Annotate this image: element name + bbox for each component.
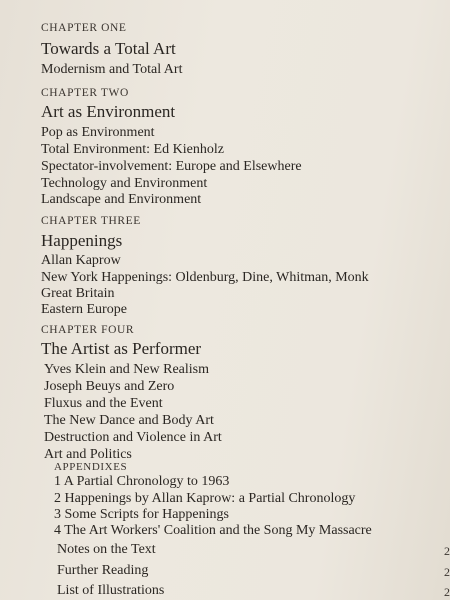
chapter-heading: CHAPTER FOUR — [41, 324, 135, 336]
toc-entry: Destruction and Violence in Art — [44, 430, 222, 445]
toc-entry: Eastern Europe — [41, 302, 127, 317]
toc-entry: Spectator-involvement: Europe and Elsewhere — [41, 159, 302, 174]
toc-entry: New York Happenings: Oldenburg, Dine, Whitman, Monk — [41, 270, 369, 285]
toc-entry: Joseph Beuys and Zero — [44, 379, 175, 394]
chapter-heading: CHAPTER THREE — [41, 215, 141, 227]
chapter-heading: CHAPTER ONE — [41, 22, 127, 34]
toc-entry: Landscape and Environment — [41, 192, 202, 207]
appendix-entry: 2 Happenings by Allan Kaprow: a Partial Chronology — [54, 491, 356, 506]
chapter-title: Happenings — [41, 231, 123, 250]
toc-entry: Technology and Environment — [41, 176, 208, 191]
toc-entry: The New Dance and Body Art — [44, 413, 214, 428]
toc-entry: Yves Klein and New Realism — [44, 362, 210, 377]
back-matter-entry: Further Reading — [57, 563, 149, 578]
toc-entry: Fluxus and the Event — [44, 396, 163, 411]
toc-entry: Great Britain — [41, 286, 115, 301]
toc-entry: Pop as Environment — [41, 125, 155, 140]
toc-entry: Total Environment: Ed Kienholz — [41, 142, 224, 157]
back-matter-entry: Notes on the Text — [57, 542, 156, 557]
appendix-entry: 4 The Art Workers' Coalition and the Song My Massacre — [54, 523, 372, 538]
appendix-entry: 3 Some Scripts for Happenings — [54, 507, 229, 522]
toc-entry: Modernism and Total Art — [41, 62, 183, 77]
toc-entry: Allan Kaprow — [41, 253, 121, 268]
chapter-title: The Artist as Performer — [41, 339, 202, 358]
toc-entry: Art and Politics — [44, 447, 132, 462]
chapter-title: Towards a Total Art — [41, 39, 176, 58]
back-matter-entry: List of Illustrations — [57, 583, 165, 598]
page-number: 2 — [444, 565, 450, 579]
chapter-title: Art as Environment — [41, 102, 176, 121]
chapter-heading: CHAPTER TWO — [41, 87, 129, 99]
page-number: 2 — [444, 585, 450, 599]
page-number: 2 — [444, 544, 450, 558]
appendix-entry: 1 A Partial Chronology to 1963 — [54, 474, 230, 489]
appendixes-heading: APPENDIXES — [54, 461, 128, 473]
